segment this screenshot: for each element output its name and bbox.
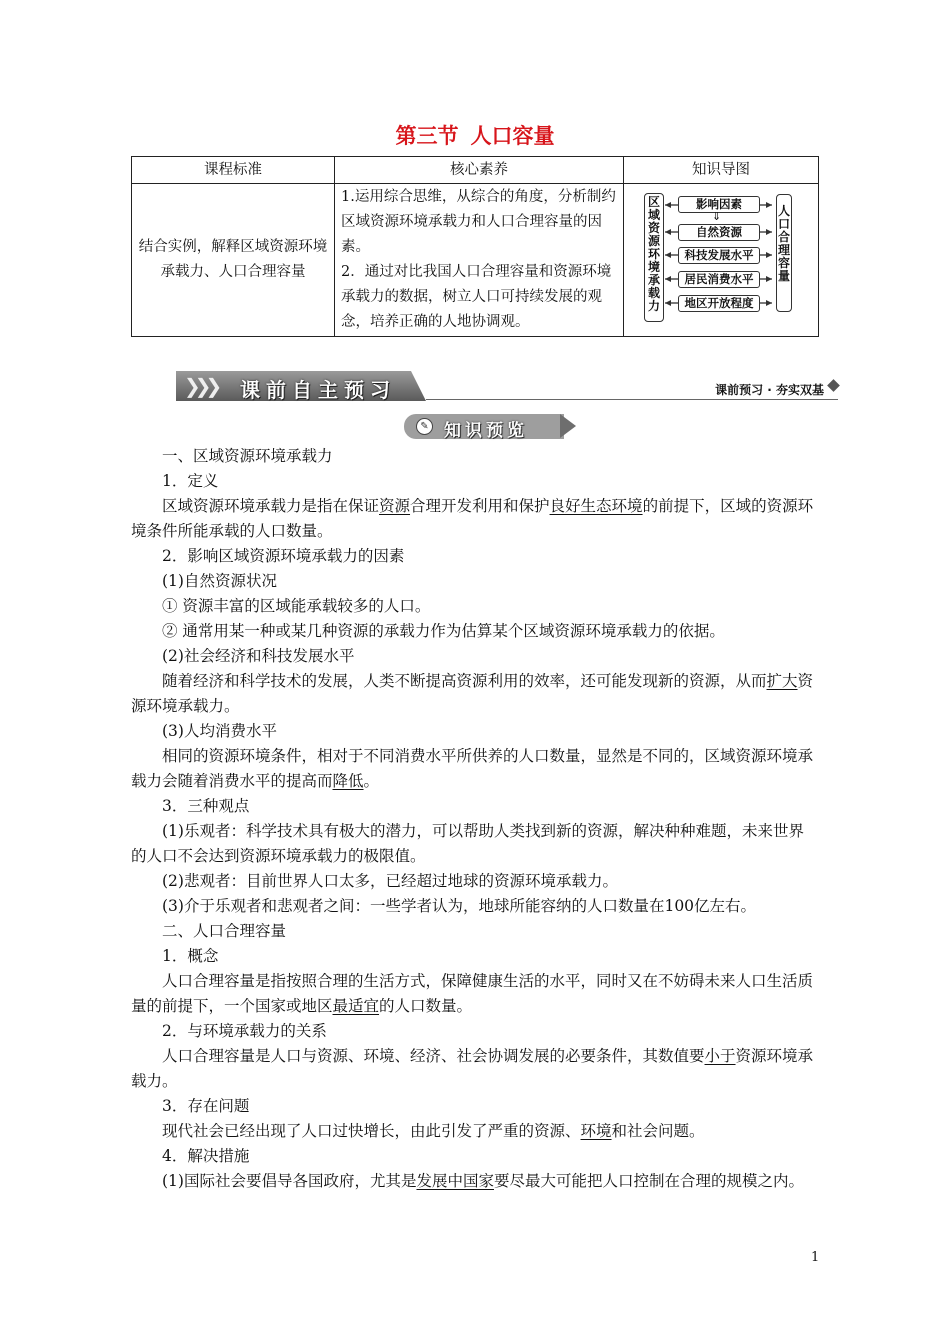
pill-arrow [560,414,576,438]
answer-blank: 环境 [580,1122,612,1140]
header-standard: 课程标准 [132,157,335,184]
answer-blank: 资源 [379,497,411,515]
banner-rule [426,399,838,400]
text-run: 人口合理容量是指按照合理的生活方式，保障健康生活的水平，同时又在不妨碍未来人口生活质量的前提下，一个国家或地区 [131,972,814,1015]
banner-subtitle: 课前预习 · 夯实双基 [715,383,824,397]
subheading-relation: 2．与环境承载力的关系 [162,1022,327,1040]
measures-paragraph [131,1169,819,1194]
knowledge-mindmap [630,190,812,330]
pill-label: 知识预览 [444,421,528,441]
text-run: 资源环境承载力。 [131,1047,814,1090]
subheading-problems: 3．存在问题 [162,1097,250,1115]
curriculum-table [131,156,819,337]
main-content [131,444,819,1194]
text-run: 和社会问题。 [611,1122,705,1140]
chevron-icon: ❯❯❯ [184,374,217,398]
mindmap-factors-box: 影响因素 [678,196,760,213]
answer-blank: 降低 [332,772,364,790]
header-literacy: 核心素养 [335,157,624,184]
mindmap-cell [624,184,819,337]
mindmap-left-box: 区域资源环境承载力 [644,193,664,322]
answer-blank: 扩大 [766,672,798,690]
factor-consumption-text [131,744,819,794]
title-topic: 人口容量 [470,124,555,148]
mindmap-consumption-level: 居民消费水平 [678,271,760,288]
relation-paragraph [131,1044,819,1094]
definition-paragraph [131,494,819,544]
title-section: 第三节 [395,124,459,148]
header-mindmap: 知识导图 [624,157,819,184]
concept-paragraph [131,969,819,1019]
mindmap-openness: 地区开放程度 [678,295,760,312]
view-pessimist: (2)悲观者：目前世界人口太多，已经超过地球的资源环境承载力。 [162,872,618,890]
text-run: 现代社会已经出现了人口过快增长，由此引发了严重的资源、 [162,1122,581,1140]
mindmap-right-box: 人口合理容量 [776,194,792,312]
text-run: 合理开发利用和保护 [410,497,550,515]
text-run: (1)国际社会要倡导各国政府，尤其是 [162,1172,417,1190]
answer-blank: 最适宜 [332,997,380,1015]
factor-natural-a: ① 资源丰富的区域能承载较多的人口。 [162,597,431,615]
page-title [0,120,950,150]
banner-label: 课前自主预习 [240,378,396,402]
literacy-item-1: 1.运用综合思维，从综合的角度，分析制约区域资源环境承载力和人口合理容量的因素。 [341,189,616,255]
literacy-cell [335,184,624,337]
problems-paragraph [131,1119,819,1144]
pencil-icon: ✎ [416,418,433,435]
subheading-concept: 1．概念 [162,947,219,965]
answer-blank: 发展中国家 [416,1172,494,1190]
subheading-measures: 4．解决措施 [162,1147,250,1165]
literacy-item-2: 2．通过对比我国人口合理容量和资源环境承载力的数据，树立人口可持续发展的观念，培养正确的人地协调观。 [341,264,612,330]
standard-cell: 结合实例，解释区域资源环境承载力、人口合理容量 [132,184,335,337]
factor-economy-text [131,669,819,719]
heading-population-capacity: 二、人口合理容量 [162,922,287,940]
mindmap-tech-level: 科技发展水平 [678,247,760,264]
page-number: 1 [811,1250,820,1265]
text-run: 区域资源环境承载力是指在保证 [162,497,380,515]
answer-blank: 良好生态环境 [549,497,643,515]
text-run: 相同的资源环境条件，相对于不同消费水平所供养的人口数量，显然是不同的，区域资源环境承载力会随着消费水平的提高而 [131,747,814,790]
text-run: 资源环境承载力。 [131,672,814,715]
factor-natural: (1)自然资源状况 [162,572,277,590]
factor-consumption: (3)人均消费水平 [162,722,277,740]
factor-natural-b: ② 通常用某一种或某几种资源的承载力作为估算某个区域资源环境承载力的依据。 [162,622,725,640]
section-banner [176,371,838,401]
diamond-icon [827,379,840,392]
subheading-views: 3．三种观点 [162,797,250,815]
factor-economy: (2)社会经济和科技发展水平 [162,647,355,665]
subheading-factors: 2．影响区域资源环境承载力的因素 [162,547,405,565]
answer-blank: 小于 [704,1047,736,1065]
heading-carrying-capacity: 一、区域资源环境承载力 [162,447,333,465]
text-run: 的人口数量。 [379,997,473,1015]
text-run: 要尽最大可能把人口控制在合理的规模之内。 [493,1172,804,1190]
text-run: 随着经济和科学技术的发展，人类不断提高资源利用的效率，还可能发现新的资源，从而 [162,672,767,690]
subheading-definition: 1．定义 [162,472,219,490]
view-middle: (3)介于乐观者和悲观者之间：一些学者认为，地球所能容纳的人口数量在100亿左右。 [162,897,757,915]
view-optimist: (1)乐观者：科学技术具有极大的潜力，可以帮助人类找到新的资源，解决种种难题，未来世界的人口不会达到资源环境承载力的极限值。 [131,822,804,865]
mindmap-natural-resources: 自然资源 [678,224,760,241]
mindmap-down-arrow: ⇓ [712,210,722,223]
text-run: 。 [363,772,380,790]
text-run: 的前提下，区域的资源环境条件所能承载的人口数量。 [131,497,814,540]
knowledge-preview-header [404,414,578,439]
text-run: 人口合理容量是人口与资源、环境、经济、社会协调发展的必要条件，其数值要 [162,1047,705,1065]
